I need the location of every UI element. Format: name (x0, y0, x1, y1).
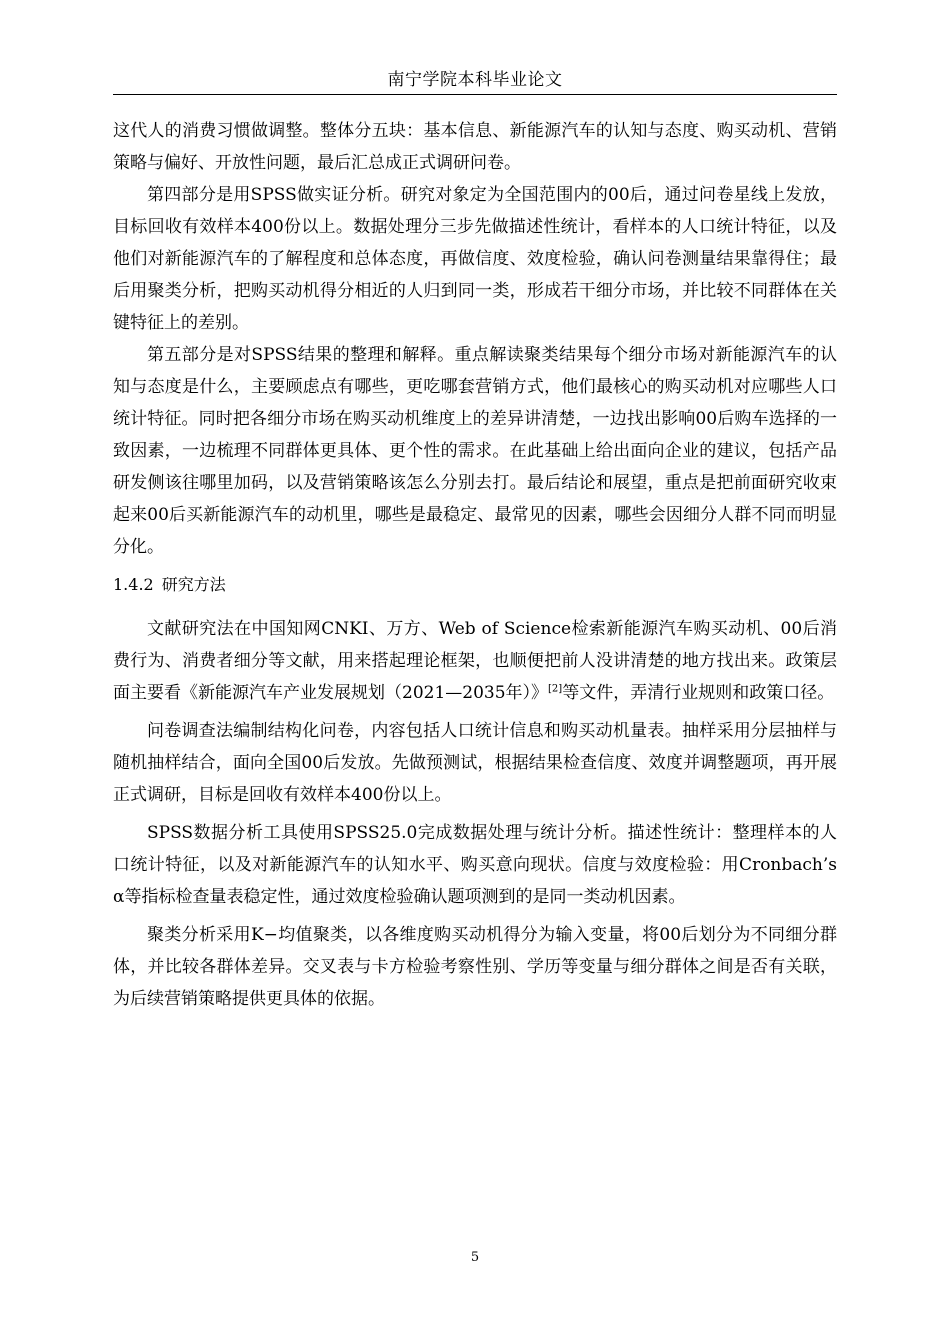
page-number: 5 (470, 1250, 480, 1265)
paragraph-literature-method (113, 613, 837, 709)
section-heading (113, 569, 837, 601)
paragraph-part-five: 第五部分是对SPSS结果的整理和解释。重点解读聚类结果每个细分市场对新能源汽车的认知与态度是什么，主要顾虑点有哪些，更吃哪套营销方式，他们最核心的购买动机对应哪些人口统计特征。同时把各细分市场在购买动机维度上的差异讲清楚，一边找出影响00后购车选择的一致因素，一边梳理不同群体更具体、更个性的需求。在此基础上给出面向企业的建议，包括产品研发侧该往哪里加码，以及营销策略该怎么分别去打。最后结论和展望，重点是把前面研究收束起来00后买新能源汽车的动机里，哪些是最稳定、最常见的因素，哪些会因细分人群不同而明显分化。 (113, 345, 837, 557)
header-title: 南宁学院本科毕业论文 (387, 70, 563, 90)
section-number: 1.4.2 (113, 575, 154, 594)
paragraph-cluster-method: 聚类分析采用K−均值聚类，以各维度购买动机得分为输入变量，将00后划分为不同细分群体，并比较各群体差异。交叉表与卡方检验考察性别、学历等变量与细分群体之间是否有关联，为后续营销策略提供更具体的依据。 (113, 925, 837, 1009)
literature-method-text: 文献研究法在中国知网CNKI、万方、Web of Science检索新能源汽车购买动机、00后消费行为、消费者细分等文献，用来搭起理论框架，也顺便把前人没讲清楚的地方找出来。政策层面主要看《新能源汽车产业发展规划（2021—2035年）》 (113, 619, 837, 703)
literature-method-text-end: 等文件，弄清行业规则和政策口径。 (562, 683, 835, 703)
paragraph-spss-method: SPSS数据分析工具使用SPSS25.0完成数据处理与统计分析。描述性统计：整理样本的人口统计特征，以及对新能源汽车的认知水平、购买意向现状。信度与效度检验：用Cronbach’s α等指标检查量表稳定性，通过效度检验确认题项测到的是同一类动机因素。 (113, 823, 837, 907)
citation-marker: [2] (548, 683, 563, 695)
paragraph-part-four: 第四部分是用SPSS做实证分析。研究对象定为全国范围内的00后，通过问卷星线上发放，目标回收有效样本400份以上。数据处理分三步先做描述性统计，看样本的人口统计特征，以及他们对新能源汽车的了解程度和总体态度，再做信度、效度检验，确认问卷测量结果靠得住；最后用聚类分析，把购买动机得分相近的人归到同一类，形成若干细分市场，并比较不同群体在关键特征上的差别。 (113, 185, 837, 333)
document-body (113, 115, 837, 1015)
paragraph-questionnaire-method: 问卷调查法编制结构化问卷，内容包括人口统计信息和购买动机量表。抽样采用分层抽样与随机抽样结合，面向全国00后发放。先做预测试，根据结果检查信度、效度并调整题项，再开展正式调研，目标是回收有效样本400份以上。 (113, 721, 837, 805)
page-header (113, 66, 837, 95)
paragraph-continuation: 这代人的消费习惯做调整。整体分五块：基本信息、新能源汽车的认知与态度、购买动机、营销策略与偏好、开放性问题，最后汇总成正式调研问卷。 (113, 121, 837, 173)
section-title: 研究方法 (161, 575, 226, 594)
